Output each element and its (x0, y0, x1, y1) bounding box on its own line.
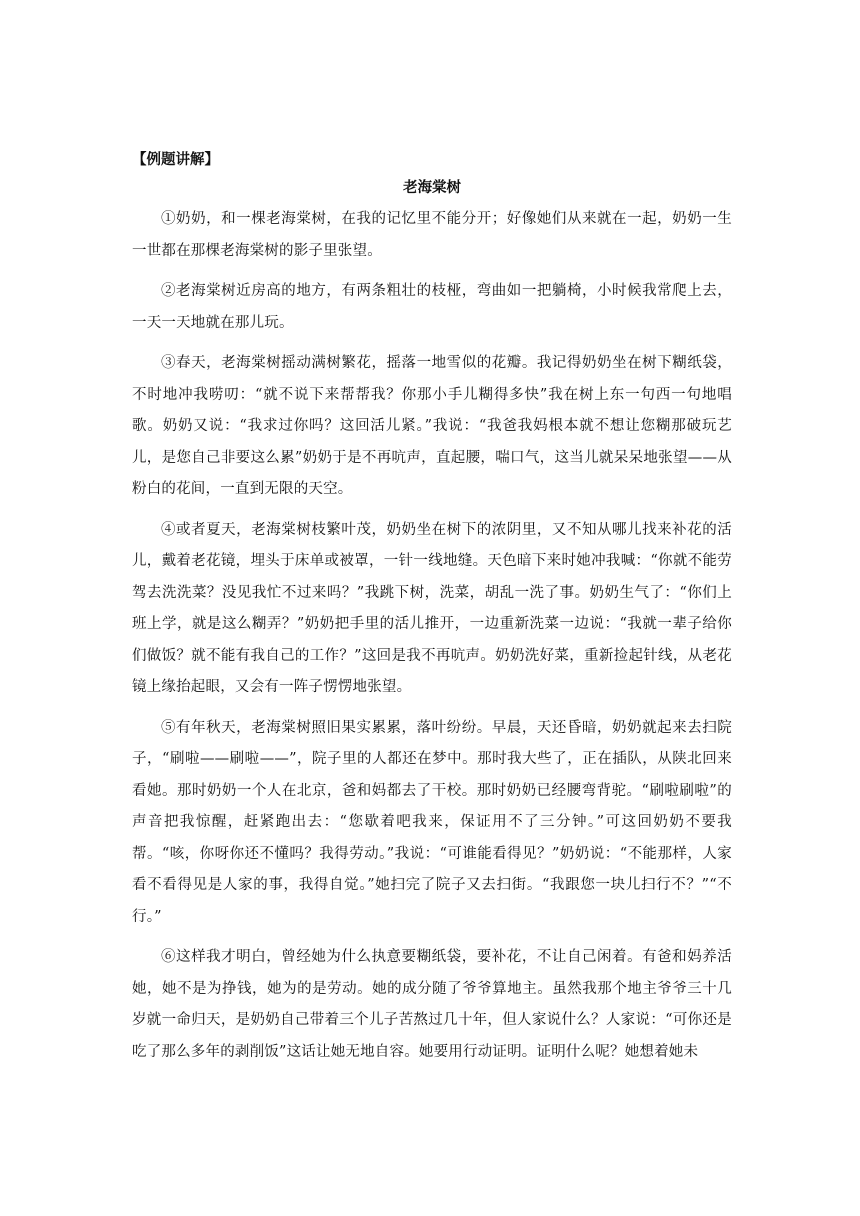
document-page (132, 150, 732, 1077)
paragraph-4: ④或者夏天，老海棠树枝繁叶茂，奶奶坐在树下的浓阴里，又不知从哪儿找来补花的活儿，戴着老花镜，埋头于床单或被罩，一针一线地缝。天色暗下来时她冲我喊：“你就不能劳驾去洗洗菜？没见我忙不过来吗？”我跳下树，洗菜，胡乱一洗了事。奶奶生气了：“你们上班上学，就是这么糊弄？”奶奶把手里的活儿推开，一边重新洗菜一边说：“我就一辈子给你们做饭？就不能有我自己的工作？”这回是我不再吭声。奶奶洗好菜，重新捡起针线，从老花镜上缘抬起眼，又会有一阵子愣愣地张望。 (132, 521, 732, 695)
section-label: 【例题讲解】 (132, 152, 219, 168)
paragraph-2: ②老海棠树近房高的地方，有两条粗壮的枝桠，弯曲如一把躺椅，小时候我常爬上去，一天一天地就在那儿玩。 (132, 283, 732, 331)
paragraph-5: ⑤有年秋天，老海棠树照旧果实累累，落叶纷纷。早晨，天还昏暗，奶奶就起来去扫院子，“刷啦——刷啦——”，院子里的人都还在梦中。那时我大些了，正在插队，从陕北回来看她。那时奶奶一个人在北京，爸和妈都去了干校。那时奶奶已经腰弯背驼。“刷啦刷啦”的声音把我惊醒，赶紧跑出去：“您歇着吧我来，保证用不了三分钟。”可这回奶奶不要我帮。“咳，你呀你还不懂吗？我得劳动。”我说：“可谁能看得见？”奶奶说：“不能那样，人家看不看得见是人家的事，我得自觉。”她扫完了院子又去扫街。“我跟您一块儿扫行不？”“不行。” (132, 719, 732, 925)
paragraph-3: ③春天，老海棠树摇动满树繁花，摇落一地雪似的花瓣。我记得奶奶坐在树下糊纸袋，不时地冲我唠叨：“就不说下来帮帮我？你那小手儿糊得多快”我在树上东一句西一句地唱歌。奶奶又说：“我求过你吗？这回活儿紧。”我说：“我爸我妈根本就不想让您糊那破玩艺儿，是您自己非要这么累”奶奶于是不再吭声，直起腰，喘口气，这当儿就呆呆地张望——从粉白的花间，一直到无限的天空。 (132, 355, 732, 497)
paragraph-6: ⑥这样我才明白，曾经她为什么执意要糊纸袋，要补花，不让自己闲着。有爸和妈养活她，她不是为挣钱，她为的是劳动。她的成分随了爷爷算地主。虽然我那个地主爷爷三十几岁就一命归天，是奶奶自己带着三个儿子苦熬过几十年，但人家说什么？人家说：“可你还是吃了那么多年的剥削饭”这话让她无地自容。她要用行动证明。证明什么呢？她想着她未 (132, 949, 732, 1060)
paragraph-1: ①奶奶，和一棵老海棠树，在我的记忆里不能分开；好像她们从来就在一起，奶奶一生一世都在那棵老海棠树的影子里张望。 (132, 211, 732, 259)
article-title: 老海棠树 (403, 180, 461, 196)
